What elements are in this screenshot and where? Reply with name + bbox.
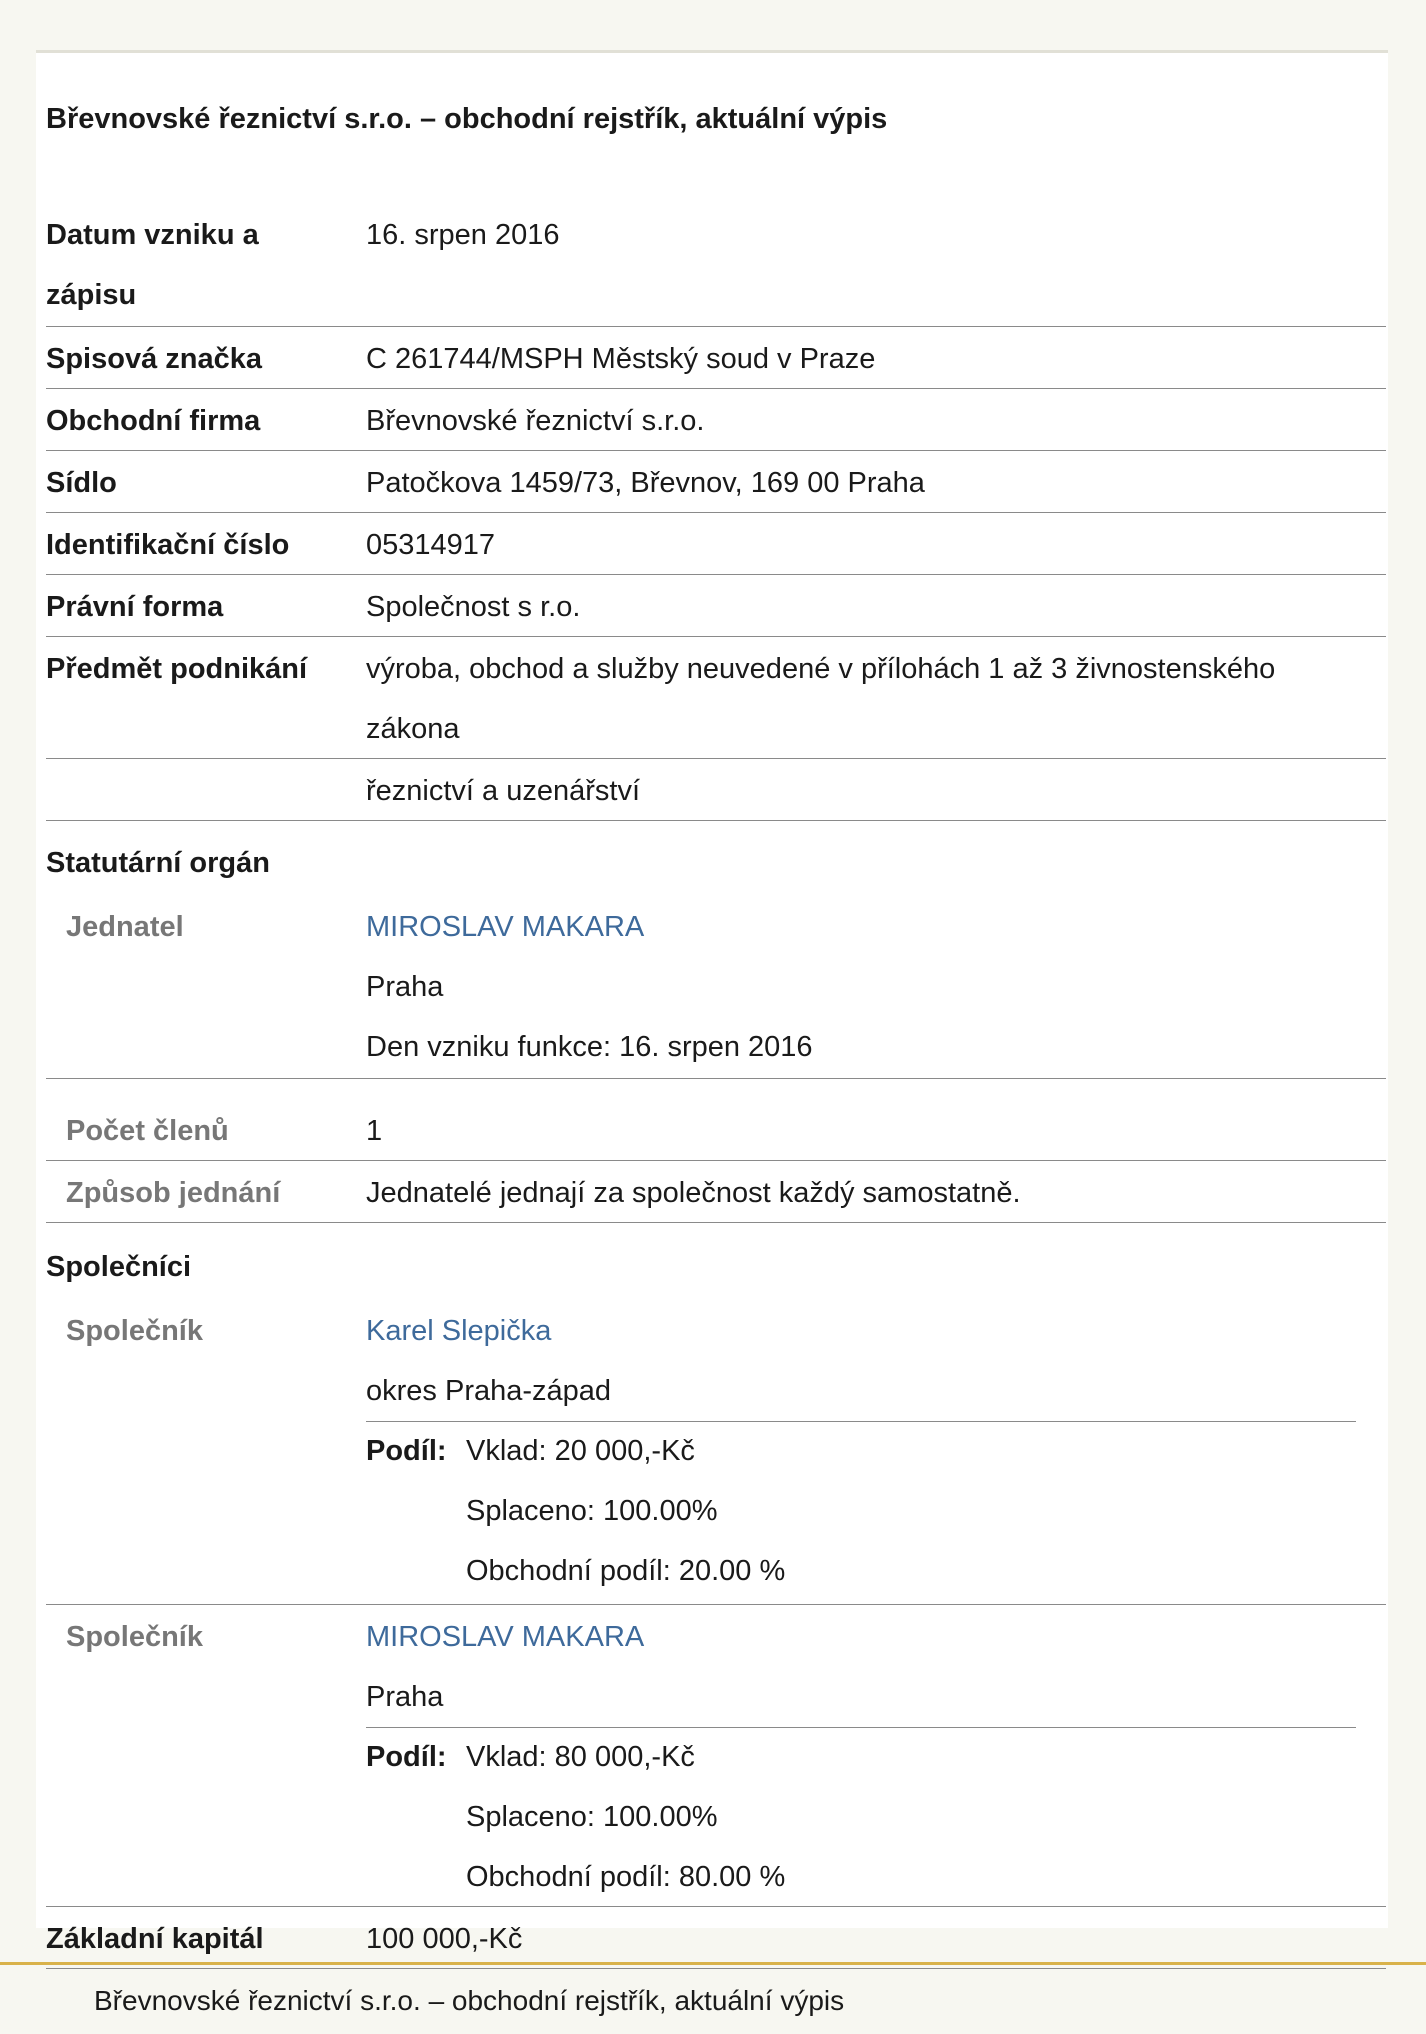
value-firma: Břevnovské řeznictví s.r.o.	[366, 405, 705, 437]
label-pocet: Počet členů	[66, 1115, 229, 1147]
row-spolecnik	[46, 1299, 1386, 1605]
share-podil: Obchodní podíl: 20.00 %	[466, 1555, 786, 1587]
label-spolecnik: Společník	[66, 1621, 203, 1653]
row-pravni-forma	[46, 575, 1386, 637]
spolecnik-address: okres Praha-západ	[366, 1375, 612, 1407]
row-zpusob-jednani	[46, 1161, 1386, 1223]
label-ico: Identifikační číslo	[46, 529, 290, 561]
value-kapital: 100 000,-Kč	[366, 1923, 523, 1955]
row-obchodni-firma	[46, 389, 1386, 451]
share-vklad: Vklad: 20 000,-Kč	[466, 1435, 695, 1467]
share-divider	[366, 1727, 1356, 1728]
row-pocet-clenu	[46, 1079, 1386, 1161]
share-label: Podíl:	[366, 1741, 447, 1773]
share-splaceno: Splaceno: 100.00%	[466, 1495, 718, 1527]
label-spolecnik: Společník	[66, 1315, 203, 1347]
value-sidlo: Patočkova 1459/73, Břevnov, 169 00 Praha	[366, 467, 925, 499]
value-spisova: C 261744/MSPH Městský soud v Praze	[366, 343, 876, 375]
value-datum: 16. srpen 2016	[366, 219, 560, 251]
spolecnik-name-link[interactable]: Karel Slepička	[366, 1315, 552, 1347]
row-ico	[46, 513, 1386, 575]
value-predmet-2: řeznictví a uzenářství	[366, 775, 640, 807]
row-datum-vzniku	[46, 203, 1386, 327]
section-spolecnici: Společníci	[46, 1251, 192, 1283]
footer-divider	[0, 1962, 1426, 1965]
value-forma: Společnost s r.o.	[366, 591, 581, 623]
footer-title: Břevnovské řeznictví s.r.o. – obchodní rejstřík, aktuální výpis	[94, 1985, 845, 2016]
label-forma: Právní forma	[46, 591, 224, 623]
section-statutarni-organ: Statutární orgán	[46, 847, 270, 879]
label-kapital: Základní kapitál	[46, 1923, 264, 1955]
label-sidlo: Sídlo	[46, 467, 117, 499]
jednatel-city: Praha	[366, 971, 444, 1003]
value-zpusob: Jednatelé jednají za společnost každý samostatně.	[366, 1177, 1021, 1209]
row-sidlo	[46, 451, 1386, 513]
row-zakladni-kapital	[46, 1907, 1386, 1969]
value-ico: 05314917	[366, 529, 496, 561]
share-podil: Obchodní podíl: 80.00 %	[466, 1861, 786, 1893]
share-vklad: Vklad: 80 000,-Kč	[466, 1741, 695, 1773]
jednatel-since: Den vzniku funkce: 16. srpen 2016	[366, 1031, 813, 1063]
label-predmet: Předmět podnikání	[46, 653, 308, 685]
row-spolecnik	[46, 1605, 1386, 1907]
label-datum-1: Datum vzniku a	[46, 219, 259, 251]
share-label: Podíl:	[366, 1435, 447, 1467]
row-spisova-znacka	[46, 327, 1386, 389]
row-jednatel	[46, 895, 1386, 1079]
share-splaceno: Splaceno: 100.00%	[466, 1801, 718, 1833]
row-predmet-podnikani-2	[46, 759, 1386, 821]
label-zpusob: Způsob jednání	[66, 1177, 281, 1209]
page-title: Břevnovské řeznictví s.r.o. – obchodní rejstřík, aktuální výpis	[46, 103, 888, 135]
label-spisova: Spisová značka	[46, 343, 262, 375]
value-predmet-1a: výroba, obchod a služby neuvedené v přílohách 1 až 3 živnostenského	[366, 653, 1276, 685]
share-divider	[366, 1421, 1356, 1422]
value-pocet: 1	[366, 1115, 383, 1147]
value-predmet-1b: zákona	[366, 713, 460, 745]
label-datum-2: zápisu	[46, 279, 137, 311]
label-firma: Obchodní firma	[46, 405, 261, 437]
extract-card	[36, 50, 1388, 1955]
label-jednatel: Jednatel	[66, 911, 184, 943]
row-predmet-podnikani	[46, 637, 1386, 759]
spolecnik-address: Praha	[366, 1681, 444, 1713]
jednatel-name-link[interactable]: MIROSLAV MAKARA	[366, 911, 645, 943]
spolecnik-name-link[interactable]: MIROSLAV MAKARA	[366, 1621, 645, 1653]
